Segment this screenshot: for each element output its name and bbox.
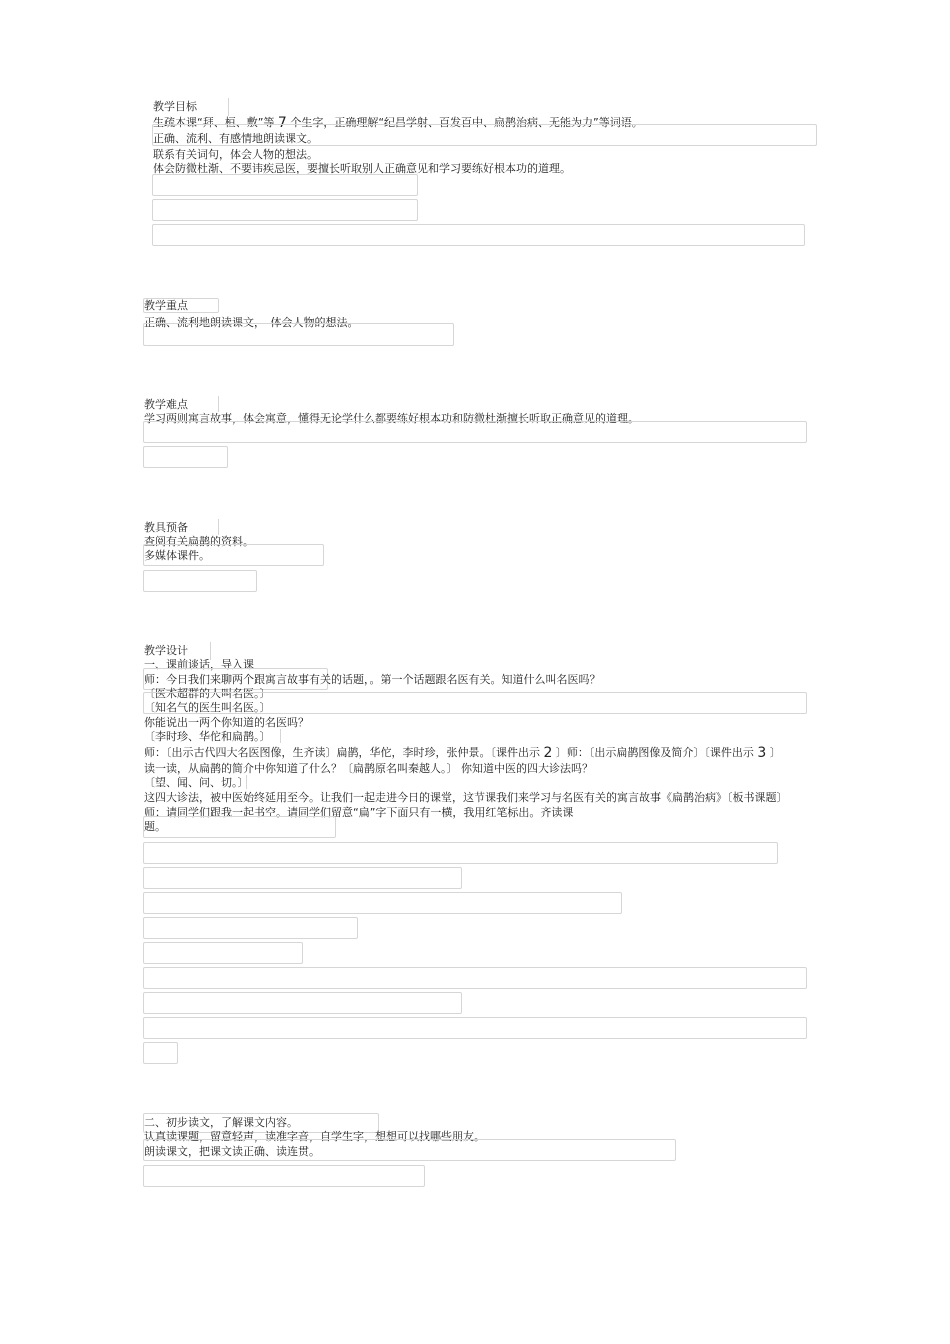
text-frame <box>143 446 228 468</box>
design-line-1: 师：今日我们来聊两个跟寓言故事有关的话题，。第一个话题跟名医有关。知道什么叫名医吗？ <box>144 673 601 686</box>
difficulties-heading: 教学难点 <box>144 398 188 411</box>
text-frame <box>152 224 805 246</box>
part2-line-2: 朗读课文，把课文读正确、读连贯。 <box>144 1145 320 1158</box>
objectives-item-1-start: 生疏本课“拜、桓、敷”等 <box>153 116 275 129</box>
objectives-item-2: 正确、流利、有感情地朗读课文。 <box>153 132 318 145</box>
materials-item-1: 查阅有关扁鹊的资料。 <box>144 535 254 548</box>
text-frame <box>143 1017 807 1039</box>
courseware-number-3: 3 <box>757 745 767 761</box>
objectives-heading: 教学目标 <box>153 100 197 113</box>
text-frame <box>143 917 358 939</box>
text-frame <box>143 323 454 346</box>
part2-line-1: 认真读课题，留意轻声，读准字音，自学生字，想想可以找哪些朋友。 <box>144 1130 485 1143</box>
text-frame <box>143 1042 178 1064</box>
layout-tick <box>246 775 247 789</box>
layout-tick <box>228 98 229 116</box>
design-part1-title: 一、课前谈话，导入课 <box>144 658 254 671</box>
design-line-10: 师：请同学们跟我一起书空。请同学们留意“扁”字下面只有一横，我用红笔标出。齐读课 <box>144 806 574 819</box>
char-count-number: 7 <box>277 115 287 131</box>
objectives-item-3: 联系有关词句，体会人物的想法。 <box>153 148 318 161</box>
design-line-11: 题。 <box>144 820 166 833</box>
design-line-6-end: 〕 <box>769 746 781 759</box>
design-line-6 <box>144 746 781 759</box>
text-frame <box>143 1165 425 1187</box>
text-frame <box>143 867 462 889</box>
text-frame <box>143 967 807 989</box>
part2-title: 二、初步读文，了解课文内容。 <box>144 1116 298 1129</box>
design-line-7: 读一读，从扁鹊的简介中你知道了什么？〔扁鹊原名叫秦越人。〕 你知道中医的四大诊法吗？ <box>144 762 593 775</box>
text-frame <box>143 421 807 443</box>
design-line-6-middle: 〕师：〔出示扁鹊图像及简介〕〔课件出示 <box>555 746 754 759</box>
design-line-2: 〔医术超群的人叫名医。〕 <box>144 687 271 700</box>
text-frame <box>143 842 778 864</box>
key-points-heading: 教学重点 <box>144 299 188 312</box>
difficulties-text: 学习两则寓言故事，体会寓意，懂得无论学什么都要练好根本功和防微杜渐擅长听取正确意见的道理。 <box>144 412 639 425</box>
materials-item-2: 多媒体课件。 <box>144 549 210 562</box>
layout-tick <box>218 519 219 535</box>
text-frame <box>152 174 418 196</box>
design-line-8: 〔望、闻、问、切。〕 <box>144 776 249 789</box>
text-frame <box>143 816 336 838</box>
layout-tick <box>280 729 281 743</box>
design-line-9: 这四大诊法，被中医始终延用至今。让我们一起走进今日的课堂，这节课我们来学习与名医有关的寓言故事《扁鹊治病》〔板书课题〕 <box>144 791 788 804</box>
design-line-5: 〔李时珍、华佗和扁鹊。〕 <box>144 730 271 743</box>
design-line-6-start: 师：〔出示古代四大名医图像，生齐读〕扁鹊，华佗，李时珍，张仲景。〔课件出示 <box>144 746 540 759</box>
courseware-number-2: 2 <box>543 745 553 761</box>
key-points-text: 正确、流利地朗读课文， 体会人物的想法。 <box>144 316 359 329</box>
text-frame <box>143 570 257 592</box>
objectives-item-4: 体会防微杜渐、不要讳疾忌医，要擅长听取别人正确意见和学习要练好根本功的道理。 <box>153 162 571 175</box>
text-frame <box>143 942 303 964</box>
text-frame <box>152 199 418 221</box>
design-heading: 教学设计 <box>144 644 188 657</box>
objectives-item-1-end: 个生字，正确理解“纪昌学射、百发百中、扁鹊治病、无能为力”等词语。 <box>290 116 643 129</box>
text-frame <box>143 992 462 1014</box>
materials-heading: 教具预备 <box>144 521 188 534</box>
text-frame <box>143 892 622 914</box>
design-line-3: 〔知名气的医生叫名医。〕 <box>144 701 271 714</box>
layout-tick <box>218 396 219 412</box>
design-line-4: 你能说出一两个你知道的名医吗？ <box>144 716 309 729</box>
